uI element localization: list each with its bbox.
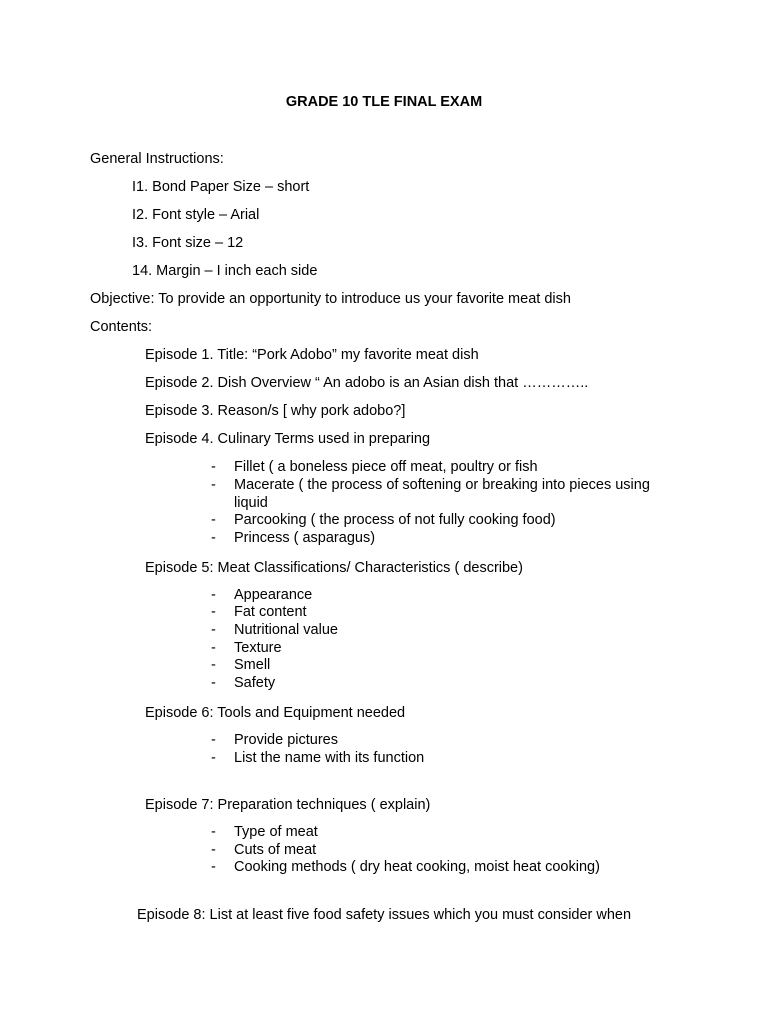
list-item-text: List the name with its function [234,750,425,766]
list-item-text: Macerate ( the process of softening or breaking into pieces using liquid [234,477,650,511]
bullet-dash: - [211,587,216,603]
episode-4: Episode 4. Culinary Terms used in preparing [145,431,431,447]
list-item-text: Nutritional value [234,622,338,638]
episode-5: Episode 5: Meat Classifications/ Characteristics ( describe) [145,560,523,576]
episode-2: Episode 2. Dish Overview “ An adobo is an Asian dish that ………….. [145,375,589,391]
exam-title: GRADE 10 TLE FINAL EXAM [285,94,483,110]
list-item-text: Safety [234,675,276,691]
list-item-text: Type of meat [234,824,318,840]
objective-text: Objective: To provide an opportunity to introduce us your favorite meat dish [90,291,571,307]
bullet-dash: - [211,675,216,691]
list-item-text: Cooking methods ( dry heat cooking, moist heat cooking) [234,859,600,875]
list-item-text: Texture [234,640,282,656]
episode-1: Episode 1. Title: “Pork Adobo” my favorite meat dish [145,347,479,363]
list-item-text: Fat content [234,604,307,620]
general-instructions-label: General Instructions: [90,151,224,167]
list-item-text: Cuts of meat [234,842,317,858]
episode-3: Episode 3. Reason/s [ why pork adobo?] [145,403,406,419]
bullet-dash: - [211,732,216,748]
bullet-dash: - [211,604,216,620]
episode-8: Episode 8: List at least five food safety issues which you must consider when [137,907,632,923]
bullet-dash: - [211,530,216,546]
bullet-dash: - [211,824,216,840]
list-item-text: Parcooking ( the process of not fully cooking food) [234,512,556,528]
bullet-dash: - [211,842,216,858]
bullet-dash: - [211,750,216,766]
instruction-item: I1. Bond Paper Size – short [132,179,310,195]
list-item-text: Princess ( asparagus) [234,530,376,546]
bullet-dash: - [211,657,216,673]
list-item-text: Provide pictures [234,732,338,748]
list-item-text: Appearance [234,587,313,603]
episode-6: Episode 6: Tools and Equipment needed [145,705,406,721]
bullet-dash: - [211,459,216,475]
list-item-text: Smell [234,657,271,673]
instruction-item: 14. Margin – I inch each side [132,263,318,279]
instruction-item: I2. Font style – Arial [132,207,260,223]
instruction-item: I3. Font size – 12 [132,235,244,251]
episode-7: Episode 7: Preparation techniques ( explain) [145,797,431,813]
bullet-dash: - [211,640,216,656]
bullet-dash: - [211,622,216,638]
contents-label: Contents: [90,319,153,335]
list-item-text: Fillet ( a boneless piece off meat, poultry or fish [234,459,538,475]
bullet-dash: - [211,512,216,528]
bullet-dash: - [211,477,216,493]
bullet-dash: - [211,859,216,875]
